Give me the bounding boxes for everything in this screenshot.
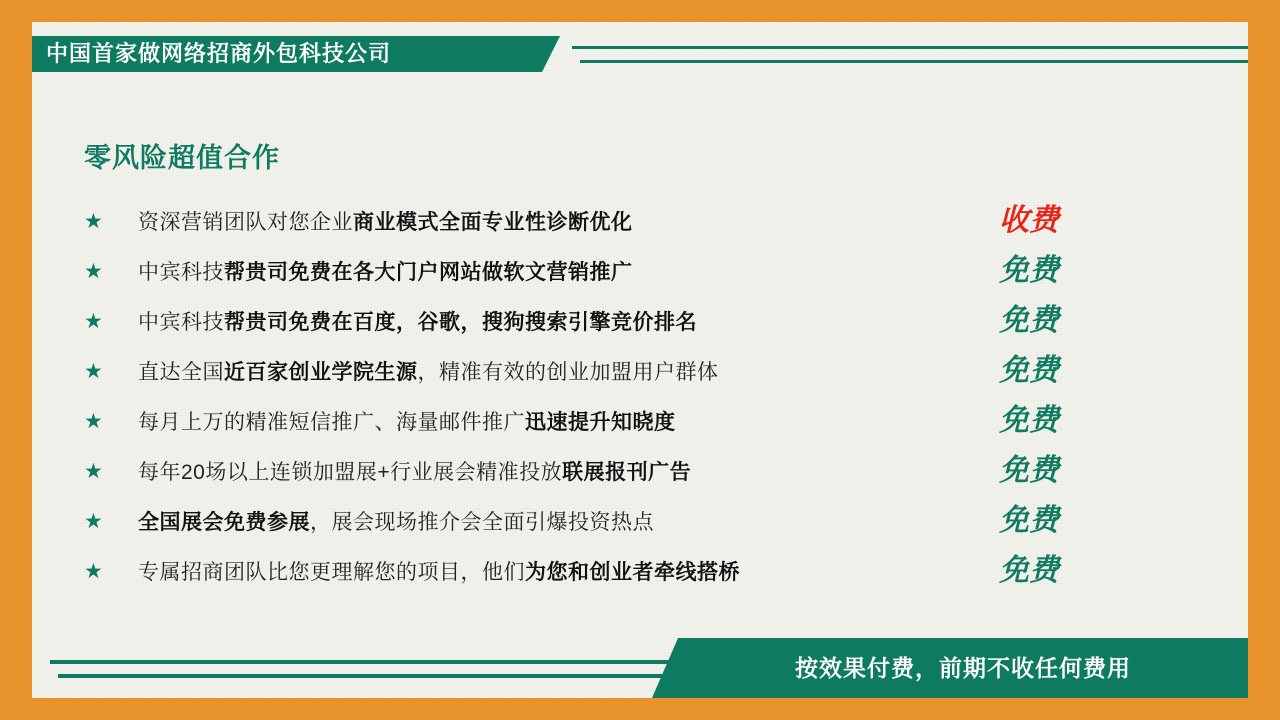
list-item-text: 全国展会免费参展，展会现场推介会全面引爆投资热点 [138,511,654,534]
list-item-text: 直达全国近百家创业学院生源，精准有效的创业加盟用户群体 [138,361,719,384]
price-badge: 免费 [999,553,1059,588]
section-title: 零风险超值合作 [84,143,280,173]
header-title: 中国首家做网络招商外包科技公司 [46,41,392,66]
list-item [84,446,1084,496]
star-icon: ★ [84,209,103,233]
list-item [84,346,1084,396]
star-icon: ★ [84,259,103,283]
header-rule-top [572,46,1248,49]
footer-text: 按效果付费，前期不收任何费用 [795,655,1131,681]
star-icon: ★ [84,359,103,383]
list-item [84,546,1084,596]
star-icon: ★ [84,409,103,433]
header-bar [32,36,1248,72]
star-icon: ★ [84,309,103,333]
price-badge: 收费 [999,203,1059,238]
price-badge: 免费 [999,303,1059,338]
list-item [84,196,1084,246]
list-item-text: 每月上万的精准短信推广、海量邮件推广迅速提升知晓度 [138,411,676,434]
list-item-text: 每年20场以上连锁加盟展+行业展会精准投放联展报刊广告 [138,461,692,484]
list-item [84,496,1084,546]
list-item [84,246,1084,296]
star-icon: ★ [84,459,103,483]
list-item [84,296,1084,346]
footer-rule-bottom [58,674,748,678]
list-item-text: 中宾科技帮贵司免费在各大门户网站做软文营销推广 [138,261,633,284]
star-icon: ★ [84,559,103,583]
price-badge: 免费 [999,503,1059,538]
benefits-list [84,196,1084,596]
price-badge: 免费 [999,453,1059,488]
list-item-text: 中宾科技帮贵司免费在百度，谷歌，搜狗搜索引擎竞价排名 [138,311,697,334]
footer-rule-top [50,660,730,664]
price-badge: 免费 [999,353,1059,388]
star-icon: ★ [84,509,103,533]
footer-bar [32,638,1248,698]
header-rule-bottom [580,60,1248,63]
list-item [84,396,1084,446]
price-badge: 免费 [999,403,1059,438]
price-badge: 免费 [999,253,1059,288]
list-item-text: 专属招商团队比您更理解您的项目，他们为您和创业者牵线搭桥 [138,561,740,584]
list-item-text: 资深营销团队对您企业商业模式全面专业性诊断优化 [138,211,633,234]
